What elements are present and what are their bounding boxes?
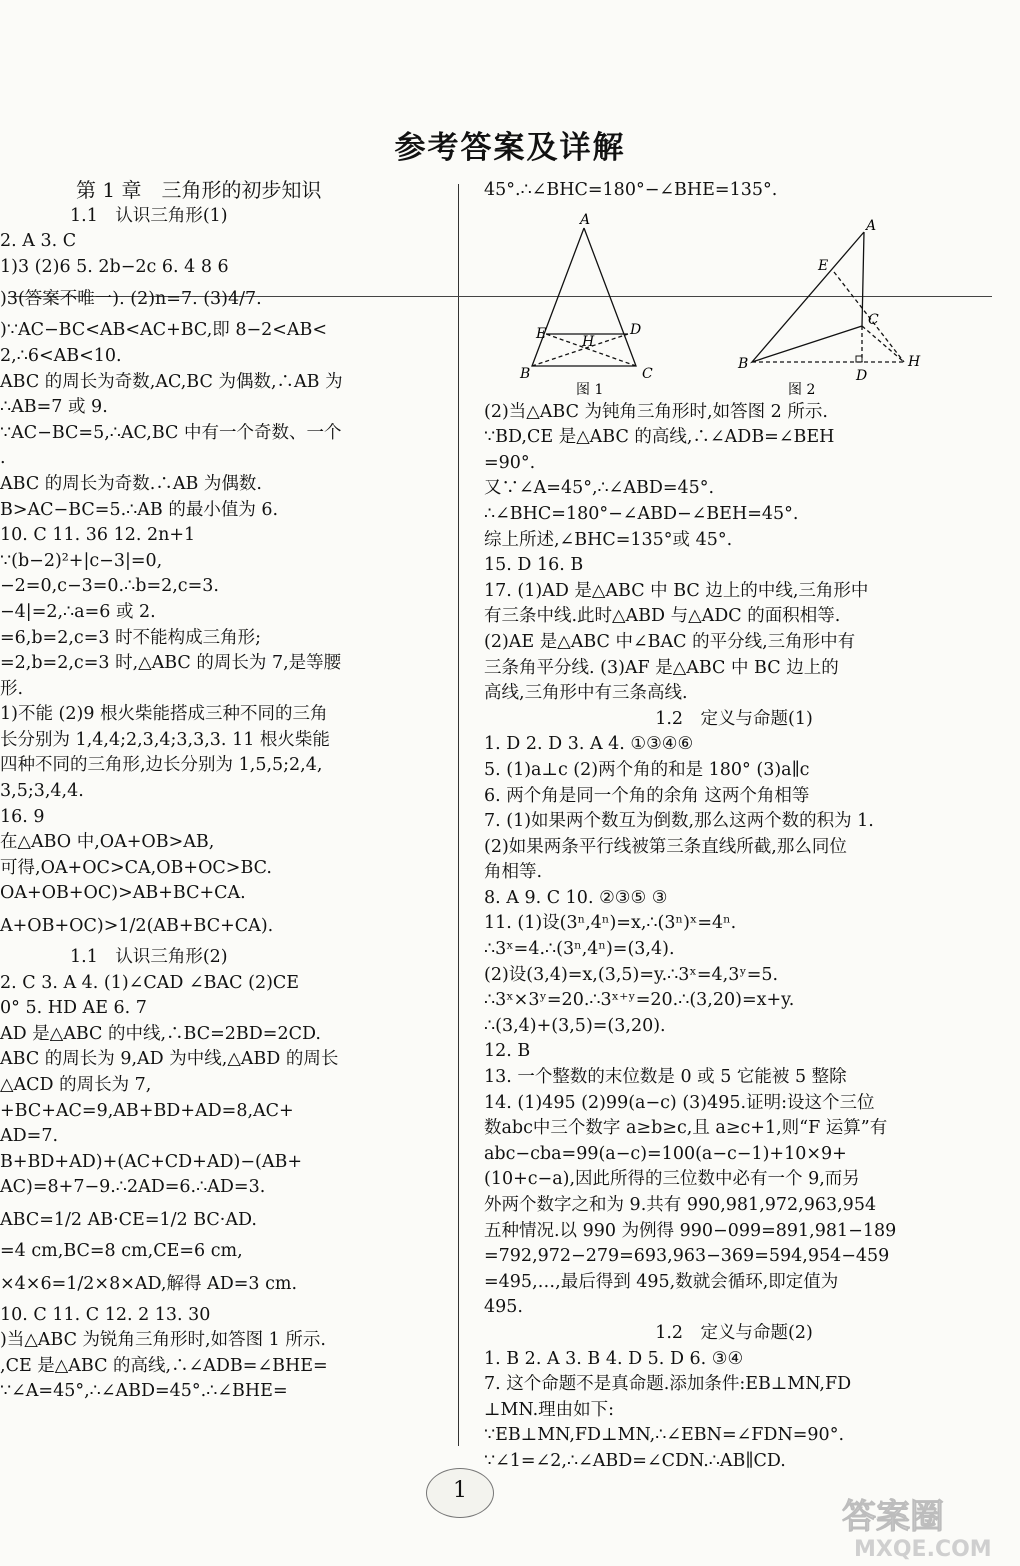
section-heading: 1.1 认识三角形(1) [0, 205, 228, 226]
answer-line: =6,b=2,c=3 时不能构成三角形; [0, 627, 261, 648]
section-heading: 1.1 认识三角形(2) [0, 947, 228, 968]
answer-line: )∵AC−BC<AB<AC+BC,即 8−2<AB< [0, 320, 328, 341]
answer-line: ABC 的周长为奇数.∴AB 为偶数. [0, 473, 262, 494]
answer-line: 长分别为 1,4,4;2,3,4;3,3,3. 11 根火柴能 [0, 729, 330, 750]
fig1-caption: 图 1 [576, 381, 604, 396]
answer-line: 角相等. [484, 862, 543, 883]
figure-2 [752, 232, 904, 362]
chapter-heading: 第 1 章 三角形的初步知识 [76, 178, 322, 202]
page-number: 1 [453, 1478, 467, 1503]
answer-line: ∴3ˣ×3ʸ=20.∴3ˣ⁺ʸ=20.∴(3,20)=x+y. [484, 990, 795, 1011]
answer-line: 7. (1)如果两个数互为倒数,那么这两个数的积为 1. [484, 811, 874, 832]
answer-line: ∵BD,CE 是△ABC 的高线,∴∠ADB=∠BEH [484, 427, 835, 448]
answer-line: 在△ABO 中,OA+OB>AB, [0, 832, 215, 853]
answer-line: B>AC−BC=5.∴AB 的最小值为 6. [0, 499, 279, 520]
answer-line: AD=7. [0, 1126, 59, 1147]
answer-line: 可得,OA+OC>CA,OB+OC>BC. [0, 857, 272, 878]
answer-line: △ACD 的周长为 7, [0, 1075, 152, 1095]
answer-line: 8. A 9. C 10. ②③⑤ ③ [484, 887, 668, 908]
answer-line: 13. 一个整数的末位数是 0 或 5 它能被 5 整除 [484, 1067, 847, 1088]
answer-line: 7. 这个命题不是真命题.添加条件:EB⊥MN,FD [484, 1374, 852, 1395]
answer-line: 3,5;3,4,4. [0, 781, 84, 802]
answer-line: =792,972−279=693,963−369=594,954−459 [484, 1246, 890, 1267]
fig1-label-e: E [536, 325, 547, 342]
fig1-label-c: C [642, 365, 653, 382]
section-heading: 1.2 定义与命题(1) [655, 708, 813, 729]
answer-line: 5. (1)a⊥c (2)两个角的和是 180° (3)a∥c [484, 759, 810, 780]
answer-line: =90°. [484, 452, 536, 473]
answer-line: )3(答案不唯一). (2)n=7. (3)4/7. [0, 289, 262, 310]
figures [484, 206, 984, 396]
answer-line: =495,…,最后得到 495,数就会循环,即定值为 [484, 1271, 839, 1292]
answer-line: (2)AE 是△ABC 中∠BAC 的平分线,三角形中有 [484, 631, 856, 652]
triangle-figures [484, 206, 984, 396]
answer-line: ∵∠A=45°,∴∠ABD=45°.∴∠BHE= [0, 1381, 288, 1402]
watermark-line2: MXQE.COM [854, 1537, 992, 1562]
answer-line: 形. [0, 678, 24, 699]
answer-line: ∵∠1=∠2,∴∠ABD=∠CDN.∴AB∥CD. [484, 1450, 786, 1471]
answer-line: 45°.∴∠BHC=180°−∠BHE=135°. [484, 180, 778, 200]
watermark-line1: 答案圈 [842, 1497, 944, 1537]
answer-line: 数abc中三个数字 a≥b≥c,且 a≥c+1,则“F 运算”有 [484, 1118, 888, 1139]
answer-line: 四种不同的三角形,边长分别为 1,5,5;2,4, [0, 755, 323, 776]
answer-line: AD 是△ABC 的中线,∴BC=2BD=2CD. [0, 1023, 321, 1044]
answer-line: 15. D 16. B [484, 555, 584, 576]
page-title: 参考答案及详解 [394, 130, 626, 166]
answer-line: =4 cm,BC=8 cm,CE=6 cm, [0, 1240, 243, 1261]
answer-line: −4|=2,∴a=6 或 2. [0, 601, 156, 622]
answer-line: ∵EB⊥MN,FD⊥MN,∴∠EBN=∠FDN=90°. [484, 1425, 845, 1446]
answer-line: 16. 9 [0, 806, 45, 827]
fig2-label-d: D [856, 367, 868, 384]
answer-line: 0° 5. HD AE 6. 7 [0, 998, 147, 1019]
answer-line: ∴(3,4)+(3,5)=(3,20). [484, 1015, 666, 1036]
answer-line: −2=0,c−3=0.∴b=2,c=3. [0, 576, 219, 597]
answer-line: 2. C 3. A 4. (1)∠CAD ∠BAC (2)CE [0, 972, 300, 993]
column-divider [458, 184, 459, 1446]
answer-line: 三条角平分线. (3)AF 是△ABC 中 BC 边上的 [484, 657, 839, 678]
answer-line: 外两个数字之和为 9.共有 990,981,972,963,954 [484, 1195, 877, 1215]
right-column [484, 178, 984, 1475]
fig1-label-d: D [630, 321, 642, 338]
answer-line: 高线,三角形中有三条高线. [484, 683, 688, 704]
answer-line: ABC 的周长为 9,AD 为中线,△ABD 的周长 [0, 1049, 339, 1070]
answer-line: 又∵∠A=45°,∴∠ABD=45°. [484, 478, 715, 499]
answer-line: ×4×6=1/2×8×AD,解得 AD=3 cm. [0, 1273, 298, 1294]
answer-line: 2,∴6<AB<10. [0, 345, 122, 366]
answer-line: 11. (1)设(3ⁿ,4ⁿ)=x,∴(3ⁿ)ˣ=4ⁿ. [484, 913, 737, 934]
answer-line: ,CE 是△ABC 的高线,∴∠ADB=∠BHE= [0, 1355, 328, 1376]
fig2-label-a: A [866, 217, 877, 234]
answer-line: 12. B [484, 1041, 531, 1062]
section-heading: 1.2 定义与命题(2) [655, 1322, 813, 1343]
answer-line: AC)=8+7−9.∴2AD=6.∴AD=3. [0, 1177, 266, 1198]
answer-line: abc−cba=99(a−c)=100(a−c−1)+10×9+ [484, 1143, 847, 1164]
answer-line: A+OB+OC)>1/2(AB+BC+CA). [0, 916, 274, 937]
answer-line: 14. (1)495 (2)99(a−c) (3)495.证明:设这个三位 [484, 1092, 875, 1113]
answer-line: (2)设(3,4)=x,(3,5)=y.∴3ˣ=4,3ʸ=5. [484, 964, 779, 985]
answer-line: 综上所述,∠BHC=135°或 45°. [484, 529, 733, 550]
answer-line: B+BD+AD)+(AC+CD+AD)−(AB+ [0, 1151, 302, 1172]
answer-line: 495. [484, 1297, 523, 1318]
answer-line: (2)如果两条平行线被第三条直线所截,那么同位 [484, 836, 847, 857]
answer-line: (10+c−a),因此所得的三位数中必有一个 9,而另 [484, 1169, 860, 1190]
answer-line: 有三条中线.此时△ABD 与△ADC 的面积相等. [484, 606, 841, 627]
answer-line: ABC=1/2 AB·CE=1/2 BC·AD. [0, 1209, 257, 1230]
answer-line: 1. B 2. A 3. B 4. D 5. D 6. ③④ [484, 1348, 744, 1369]
answer-line: . [0, 448, 6, 469]
fig2-label-b: B [738, 355, 749, 372]
fig1-label-b: B [520, 365, 531, 382]
answer-line: 10. C 11. 36 12. 2n+1 [0, 525, 196, 546]
fig2-label-h: H [908, 353, 921, 370]
answer-line: ∵AC−BC=5,∴AC,BC 中有一个奇数、一个 [0, 422, 342, 443]
answer-line: ∵(b−2)²+|c−3|=0, [0, 550, 163, 571]
fig2-label-c: C [868, 311, 879, 328]
answer-line: 1)3 (2)6 5. 2b−2c 6. 4 8 6 [0, 256, 229, 277]
answer-line: (2)当△ABC 为钝角三角形时,如答图 2 所示. [484, 401, 828, 422]
fig2-caption: 图 2 [788, 381, 816, 396]
answer-line: 1)不能 (2)9 根火柴能搭成三种不同的三角 [0, 704, 328, 725]
fig2-label-e: E [818, 257, 829, 274]
answer-line: 2. A 3. C [0, 231, 77, 252]
answer-line: 1. D 2. D 3. A 4. ①③④⑥ [484, 734, 694, 755]
watermark-logo [836, 1488, 1016, 1562]
answer-line: 17. (1)AD 是△ABC 中 BC 边上的中线,三角形中 [484, 580, 869, 601]
answer-line: +BC+AC=9,AB+BD+AD=8,AC+ [0, 1100, 294, 1121]
answer-line: =2,b=2,c=3 时,△ABC 的周长为 7,是等腰 [0, 653, 342, 674]
fig1-label-a: A [580, 211, 591, 228]
answer-line: 10. C 11. C 12. 2 13. 30 [0, 1304, 211, 1325]
answer-line: OA+OB+OC)>AB+BC+CA. [0, 883, 246, 904]
answer-line: )当△ABC 为锐角三角形时,如答图 1 所示. [0, 1330, 326, 1351]
answer-line: 五种情况.以 990 为例得 990−099=891,981−189 [484, 1220, 897, 1241]
left-column [0, 178, 452, 1405]
fig1-label-h: H [582, 333, 595, 350]
answer-line: 6. 两个角是同一个角的余角 这两个角相等 [484, 785, 810, 806]
answer-line: ∴AB=7 或 9. [0, 397, 108, 418]
answer-line: ABC 的周长为奇数,AC,BC 为偶数,∴AB 为 [0, 371, 343, 392]
answer-line: ⊥MN.理由如下: [484, 1399, 615, 1420]
answer-line: ∴∠BHC=180°−∠ABD−∠BEH=45°. [484, 503, 799, 524]
answer-line: ∴3ˣ=4.∴(3ⁿ,4ⁿ)=(3,4). [484, 939, 675, 960]
